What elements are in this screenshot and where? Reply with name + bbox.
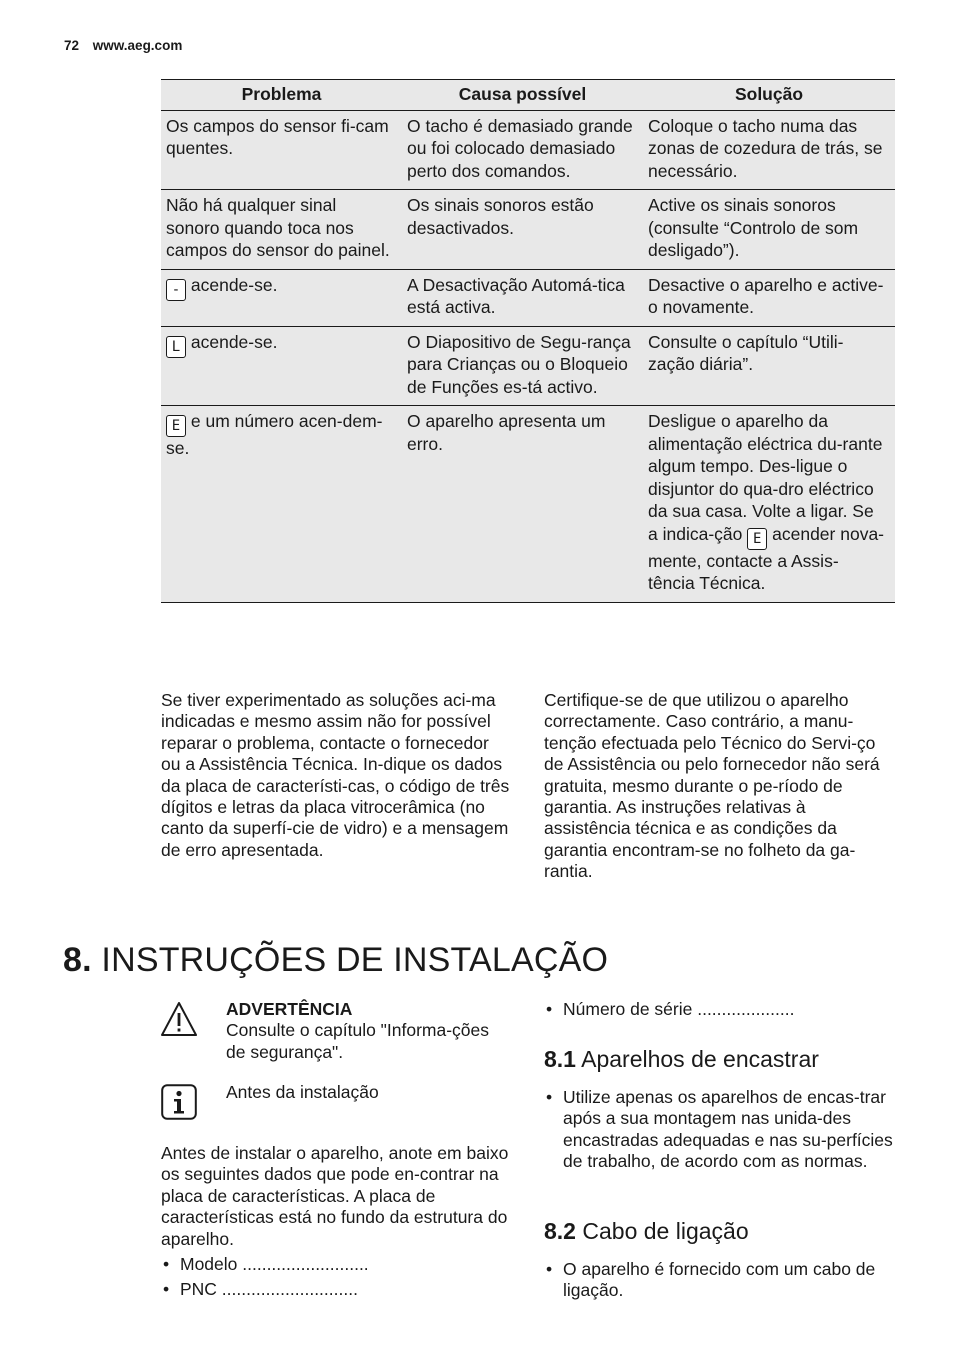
site-url: www.aeg.com [92, 38, 183, 53]
col-header-solution: Solução [643, 80, 895, 111]
table-header-row [161, 80, 895, 111]
col-header-problem: Problema [161, 80, 402, 111]
built-in-list [544, 1087, 896, 1173]
warning-block [226, 999, 506, 1063]
warning-title: ADVERTÊNCIA [226, 999, 353, 1019]
subsection-title: Aparelhos de encastrar [581, 1046, 819, 1072]
cable-list [544, 1259, 896, 1302]
error-display-symbol-icon: E [166, 415, 186, 437]
warning-text: Consulte o capítulo "Informa-ções de segurança". [226, 1020, 490, 1062]
subsection-number: 8.2 [544, 1218, 576, 1244]
problem-text: Não há qualquer sinal sonoro quando toca nos campos do sensor do painel. [166, 195, 390, 260]
solution-cell: Consulte o capítulo “Utili-zação diária”. [643, 326, 895, 406]
problem-text: Os campos do sensor fi-cam quentes. [166, 115, 389, 158]
solution-cell: Active os sinais sonoros (consulte “Controlo de som desligado”). [643, 190, 895, 270]
table-row [161, 110, 895, 190]
subsection-number: 8.1 [544, 1046, 576, 1072]
problem-text: e um número acen-dem-se. [166, 411, 383, 458]
lock-display-symbol-icon: L [166, 336, 186, 358]
cause-cell: O tacho é demasiado grande ou foi colocado demasiado perto dos comandos. [402, 110, 643, 190]
page-header [64, 38, 182, 53]
solution-cell: Desactive o aparelho e active-o novamente. [643, 269, 895, 326]
section-title: INSTRUÇÕES DE INSTALAÇÃO [101, 941, 609, 979]
cause-cell: Os sinais sonoros estão desactivados. [402, 190, 643, 270]
table-row [161, 190, 895, 270]
list-item: • Utilize apenas os aparelhos de encas-trar após a sua montagem nas unida-des encastradas adequadas e nas su-perfícies de trabalho, de acordo com as normas. [544, 1087, 896, 1173]
problem-text: acende-se. [190, 274, 278, 295]
problem-cell [161, 326, 402, 406]
subsection-title: Cabo de ligação [582, 1218, 749, 1244]
warning-triangle-icon [159, 1000, 199, 1038]
info-icon [161, 1084, 197, 1120]
problem-cell [161, 406, 402, 603]
section-number: 8. [63, 941, 92, 979]
solution-cell [643, 406, 895, 603]
troubleshooting-table [161, 79, 895, 603]
problem-cell [161, 110, 402, 190]
table-row [161, 269, 895, 326]
data-fields-list [161, 1254, 513, 1301]
table-row [161, 406, 895, 603]
cause-cell: O aparelho apresenta um erro. [402, 406, 643, 603]
subsection-heading [544, 1216, 749, 1246]
serial-field-list [544, 999, 896, 1020]
cause-cell: A Desactivação Automá-tica está activa. [402, 269, 643, 326]
solution-text: Desligue o aparelho da alimentação eléctrica du-rante algum tempo. Des-ligue o disjuntor do qua-dro eléctrico da sua casa. Volte a ligar. Se a indica-ção [648, 411, 883, 544]
info-text: Antes da instalação [226, 1082, 379, 1102]
cause-cell: O Diapositivo de Segu-rança para Crianças ou o Bloqueio de Funções es-tá activo. [402, 326, 643, 406]
list-item: • O aparelho é fornecido com um cabo de ligação. [544, 1259, 896, 1302]
solution-text: acender nova-mente, contacte a Assis-tência Técnica. [648, 523, 885, 593]
problem-text: acende-se. [190, 331, 278, 352]
section-heading [63, 938, 608, 982]
page-number: 72 [64, 38, 80, 53]
col-header-cause: Causa possível [402, 80, 643, 111]
problem-cell [161, 269, 402, 326]
service-note-right: Certifique-se de que utilizou o aparelho correctamente. Caso contrário, a manu-tenção efectuada pelo Técnico do Servi-ço de Assistência ou pelo fornecedor não será gratuita, mesmo durante o pe-ríodo de garantia. As instruções relativas à assistência técnica e as condições da garantia encontram-se no folheto da ga-rantia. [544, 690, 880, 882]
service-note-left: Se tiver experimentado as soluções aci-ma indicadas e mesmo assim não for possível reparar o problema, contacte o fornecedor ou a Assistência Técnica. In-dique os dados da placa de característi-cas, o código de três dígitos e letras da placa vitrocerâmica (no canto da superfí-cie de vidro) e a mensagem de erro apresentada. [161, 690, 510, 860]
list-item: • Modelo .......................... [161, 1254, 513, 1275]
subsection-heading [544, 1044, 819, 1074]
dash-display-symbol-icon: - [166, 279, 186, 301]
error-display-symbol-icon: E [747, 528, 767, 550]
list-item: • PNC ............................ [161, 1279, 513, 1300]
problem-cell [161, 190, 402, 270]
list-item: • Número de série .................... [544, 999, 896, 1020]
solution-cell: Coloque o tacho numa das zonas de cozedura de trás, se necessário. [643, 110, 895, 190]
intro-paragraph: Antes de instalar o aparelho, anote em baixo os seguintes dados que pode en-contrar na placa de características. A placa de características está no fundo da estrutura do aparelho. [161, 1143, 509, 1249]
table-row [161, 326, 895, 406]
